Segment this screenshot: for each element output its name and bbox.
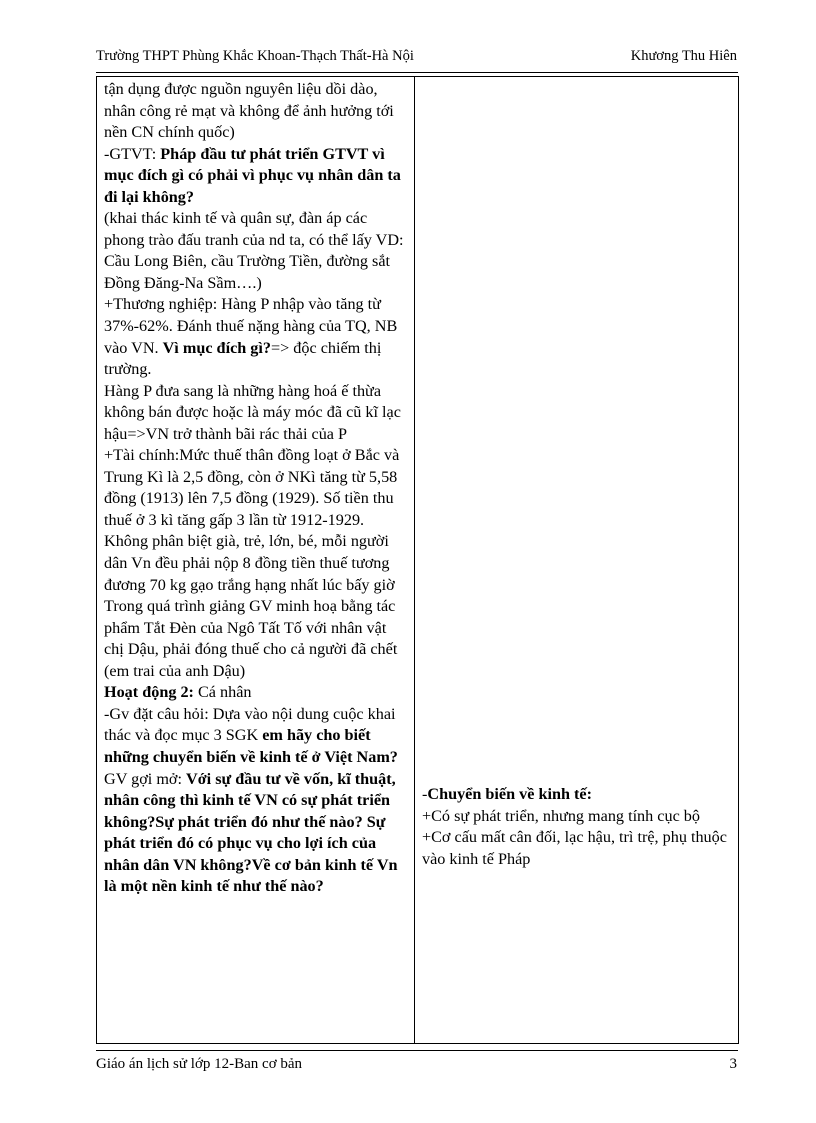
bold-text: Vì mục đích gì?: [162, 338, 271, 357]
bold-text: em hãy cho biết những chuyển biến về kinh tế ở Việt Nam?: [104, 726, 398, 766]
text-run: Hàng P đưa sang là những hàng hoá ế thừa không bán được hoặc là máy móc đã cũ kĩ lạc hậu=>VN trở thành bãi rác thải của P: [104, 381, 401, 443]
school-name: Trường THPT Phùng Khắc Khoan-Thạch Thất-Hà Nội: [96, 48, 414, 64]
page-header: [96, 48, 737, 70]
header-rule: [96, 72, 738, 73]
text-run: GV gợi mở:: [104, 769, 187, 788]
bold-text: Với sự đầu tư về vốn, kĩ thuật, nhân công thì kinh tế VN có sự phát triển không?Sự phát triển đó như thế nào? Sự phát triển đó có phục vụ cho lợi ích của nhân dân VN không?Về cơ bản kinh tế Vn là một nền kinh tế như thế nào?: [104, 769, 398, 896]
paragraph: [104, 682, 410, 704]
bold-text: Pháp đầu tư phát triển GTVT vì mục đích gì có phải vì phục vụ nhân dân ta đi lại không?: [104, 144, 401, 206]
paragraph: [104, 445, 410, 596]
text-run: Trong quá trình giảng GV minh hoạ bằng tác phẩm Tắt Đèn của Ngô Tất Tố với nhân vật chị Dậu, phải đóng thuế cho cả người đã chết (em trai của anh Dậu): [104, 597, 398, 680]
text-run: -Gv đặt câu hỏi: Dựa vào nội dung cuộc khai thác và đọc mục 3 SGK: [104, 704, 396, 745]
teacher-activity-cell: [97, 77, 415, 1044]
text-run: => độc chiếm thị trường.: [104, 338, 382, 379]
bold-text: Chuyển biến về kinh tế:: [427, 785, 592, 803]
author-name: Khương Thu Hiên: [630, 48, 737, 64]
text-run: -: [422, 785, 428, 803]
text-run: tận dụng được nguồn nguyên liệu dồi dào, nhân công rẻ mạt và không để ảnh hưởng tới nền CN chính quốc): [104, 80, 394, 142]
footer-title: Giáo án lịch sử lớp 12-Ban cơ bản: [96, 1056, 303, 1072]
text-run: Cá nhân: [193, 683, 252, 702]
paragraph: [422, 806, 734, 828]
paragraph: [104, 294, 410, 380]
teacher-activity-text: [97, 77, 414, 898]
text-run: (khai thác kinh tế và quân sự, đàn áp các phong trào đấu tranh của nd ta, có thể lấy VD: Cầu Long Biên, cầu Trường Tiền, đường sắt Đồng Đăng-Na Sầm….): [104, 209, 404, 292]
text-run: +Thương nghiệp: Hàng P nhập vào tăng từ 37%-62%. Đánh thuế nặng hàng của TQ, NB vào VN.: [104, 295, 398, 357]
paragraph: [104, 79, 410, 144]
text-run: +Có sự phát triển, nhưng mang tính cục bộ: [422, 806, 700, 825]
text-run: +Tài chính:Mức thuế thân đồng loạt ở Bắc và Trung Kì là 2,5 đồng, còn ở NKì tăng từ 5,58 đồng (1913) lên 7,5 đồng (1929). Số tiền thu thuế ở 3 kì tăng gấp 3 lần từ 1912-1929. Không phân biệt già, trẻ, lớn, bé, mỗi người dân Vn đều phải nộp 8 đồng tiền thuế tương đương 70 kg gạo trắng hạng nhất lúc bấy giờ: [104, 446, 400, 594]
text-run: -GTVT:: [104, 144, 161, 163]
paragraph: [104, 208, 410, 294]
bold-text: Hoạt động 2:: [104, 683, 194, 702]
paragraph: [422, 784, 734, 806]
paragraph: [104, 596, 410, 682]
paragraph: [422, 827, 734, 870]
lesson-table: [96, 76, 739, 1044]
paragraph: [104, 769, 410, 898]
knowledge-cell: [415, 77, 739, 1044]
paragraph: [104, 381, 410, 446]
paragraph: [104, 704, 410, 769]
paragraph: [104, 144, 410, 209]
knowledge-text: [415, 784, 738, 870]
table-row: [97, 77, 739, 1044]
page-number: 3: [729, 1056, 737, 1072]
page-footer: [96, 1056, 737, 1078]
footer-rule: [96, 1050, 738, 1051]
text-run: +Cơ cấu mất cân đối, lạc hậu, trì trệ, phụ thuộc vào kinh tế Pháp: [422, 828, 727, 868]
